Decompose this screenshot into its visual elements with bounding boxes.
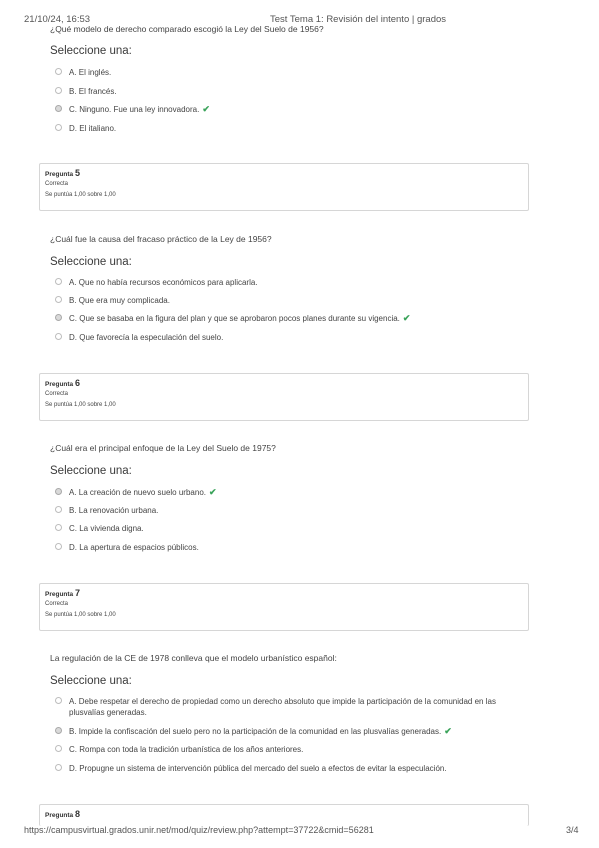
print-title: Test Tema 1: Revisión del intento | grados <box>270 14 447 25</box>
question-5-select-label: Seleccione una: <box>50 256 132 268</box>
radio-icon[interactable] <box>55 697 62 704</box>
question-4-text: ¿Qué modelo de derecho comparado escogió la Ley del Suelo de 1956? <box>50 24 324 34</box>
question-5-state: Correcta <box>45 181 69 187</box>
check-icon: ✔ <box>202 104 210 114</box>
radio-icon[interactable] <box>55 278 62 285</box>
question-7-info <box>39 583 529 631</box>
question-6-grade: Se puntúa 1,00 sobre 1,00 <box>45 402 116 408</box>
question-7-grade: Se puntúa 1,00 sobre 1,00 <box>45 612 116 618</box>
radio-icon[interactable] <box>55 524 62 531</box>
radio-icon[interactable] <box>55 124 62 131</box>
radio-selected-icon[interactable] <box>55 727 62 734</box>
check-icon: ✔ <box>208 487 217 497</box>
question-7-text: La regulación de la CE de 1978 conlleva que el modelo urbanístico español: <box>50 653 337 663</box>
question-4-option-c[interactable]: C. Ninguno. Fue una ley innovadora. ✔ <box>55 104 525 115</box>
question-8-number: Pregunta 8 <box>45 809 80 819</box>
question-6-option-b[interactable]: B. La renovación urbana. <box>55 505 525 516</box>
question-6-option-d[interactable]: D. La apertura de espacios públicos. <box>55 542 525 553</box>
radio-icon[interactable] <box>55 68 62 75</box>
question-6-info <box>39 373 529 421</box>
question-5-grade: Se puntúa 1,00 sobre 1,00 <box>45 192 116 198</box>
page-number: 3/4 <box>566 825 579 835</box>
question-5-option-a[interactable]: A. Que no había recursos económicos para aplicarla. <box>55 277 525 288</box>
question-8-info <box>39 804 529 826</box>
question-4-option-b[interactable]: B. El francés. <box>55 86 525 97</box>
radio-icon[interactable] <box>55 87 62 94</box>
question-7-option-c[interactable]: C. Rompa con toda la tradición urbanística de los años anteriores. <box>55 744 525 755</box>
radio-icon[interactable] <box>55 543 62 550</box>
radio-selected-icon[interactable] <box>55 314 62 321</box>
question-5-number: Pregunta 5 <box>45 168 80 178</box>
question-4-select-label: Seleccione una: <box>50 45 132 57</box>
print-url[interactable]: https://campusvirtual.grados.unir.net/mod/quiz/review.php?attempt=37722&cmid=56281 <box>24 825 374 835</box>
question-5-option-c[interactable]: C. Que se basaba en la figura del plan y que se aprobaron pocos planes durante su vigencia. ✔ <box>55 313 525 324</box>
radio-icon[interactable] <box>55 333 62 340</box>
question-4-option-d[interactable]: D. El italiano. <box>55 123 525 134</box>
check-icon: ✔ <box>444 726 452 736</box>
question-7-state: Correcta <box>45 601 69 607</box>
question-6-number: Pregunta 6 <box>45 378 80 388</box>
print-footer <box>0 825 599 839</box>
question-7-option-a[interactable]: A. Debe respetar el derecho de propiedad como un derecho absoluto que impide la participación de la comunidad en las plusvalías generadas. <box>55 696 525 718</box>
question-6-text: ¿Cuál era el principal enfoque de la Ley del Suelo de 1975? <box>50 443 276 453</box>
question-7-option-b[interactable]: B. Impide la confiscación del suelo pero no la participación de la comunidad en las plusvalías generadas. ✔ <box>55 726 525 737</box>
radio-selected-icon[interactable] <box>55 105 62 112</box>
question-7-option-d[interactable]: D. Propugne un sistema de intervención pública del mercado del suelo a efectos de evitar la especulación. <box>55 763 525 774</box>
question-7-select-label: Seleccione una: <box>50 675 132 687</box>
radio-icon[interactable] <box>55 764 62 771</box>
question-6-state: Correcta <box>45 391 69 397</box>
radio-icon[interactable] <box>55 506 62 513</box>
question-5-option-b[interactable]: B. Que era muy complicada. <box>55 295 525 306</box>
print-date: 21/10/24, 16:53 <box>24 14 91 25</box>
question-6-option-c[interactable]: C. La vivienda digna. <box>55 523 525 534</box>
question-6-option-a[interactable]: A. La creación de nuevo suelo urbano. ✔ <box>55 487 525 498</box>
radio-selected-icon[interactable] <box>55 488 62 495</box>
check-icon: ✔ <box>402 313 411 323</box>
radio-icon[interactable] <box>55 296 62 303</box>
radio-icon[interactable] <box>55 745 62 752</box>
question-6-select-label: Seleccione una: <box>50 465 132 477</box>
question-7-number: Pregunta 7 <box>45 588 80 598</box>
question-5-option-d[interactable]: D. Que favorecía la especulación del suelo. <box>55 332 525 343</box>
question-5-text: ¿Cuál fue la causa del fracaso práctico de la Ley de 1956? <box>50 234 272 244</box>
question-5-info <box>39 163 529 211</box>
question-4-option-a[interactable]: A. El inglés. <box>55 67 525 78</box>
